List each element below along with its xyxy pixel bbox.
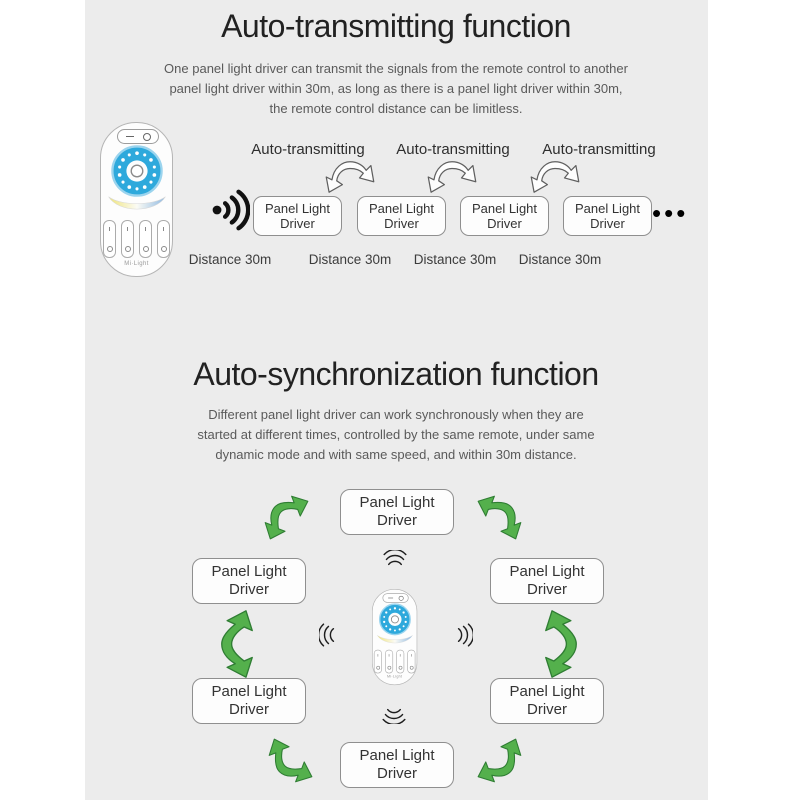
sync-description-line: dynamic mode and with same speed, and within 30m distance. bbox=[215, 447, 577, 462]
panel-light-driver-box: Panel Light Driver bbox=[563, 196, 652, 236]
power-off-icon bbox=[126, 136, 134, 138]
remote-control bbox=[100, 122, 173, 277]
distance-label: Distance 30m bbox=[188, 252, 272, 267]
bounce-arrow-icon bbox=[321, 158, 379, 196]
panel-light-driver-box-lower-right: Panel Light Driver bbox=[490, 678, 604, 724]
transmit-label: Auto-transmitting bbox=[542, 141, 656, 158]
distance-label: Distance 30m bbox=[413, 252, 497, 267]
power-buttons bbox=[117, 129, 159, 144]
panel-light-driver-box: Panel Light Driver bbox=[460, 196, 549, 236]
distance-label: Distance 30m bbox=[518, 252, 602, 267]
remote-control-center bbox=[372, 589, 418, 686]
zone-button bbox=[385, 650, 393, 674]
sync-title: Auto-synchronization function bbox=[193, 356, 599, 392]
power-on-icon bbox=[143, 133, 151, 141]
brand-label: Mi·Light bbox=[387, 675, 403, 679]
transmit-description bbox=[164, 59, 628, 119]
transmit-description-line: the remote control distance can be limitless. bbox=[269, 101, 523, 116]
power-buttons bbox=[382, 593, 408, 602]
sync-description bbox=[197, 405, 594, 465]
panel-light-driver-box-upper-left: Panel Light Driver bbox=[192, 558, 306, 604]
zone-button bbox=[157, 220, 170, 258]
radio-wave-left-icon bbox=[319, 623, 337, 647]
power-off-icon bbox=[388, 597, 393, 598]
color-temp-slider bbox=[105, 194, 169, 216]
radio-wave-right-icon bbox=[455, 623, 473, 647]
bounce-arrow-icon bbox=[526, 158, 584, 196]
transmit-description-line: One panel light driver can transmit the signals from the remote control to another bbox=[164, 61, 628, 76]
transmit-description-line: panel light driver within 30m, as long as there is a panel light driver within 30m, bbox=[169, 81, 623, 96]
radio-wave-top-icon bbox=[383, 550, 407, 568]
zone-button bbox=[374, 650, 382, 674]
zone-button bbox=[407, 650, 415, 674]
radio-wave-bottom-icon bbox=[382, 706, 406, 724]
zone-button bbox=[139, 220, 152, 258]
sync-arrow-icon bbox=[213, 609, 261, 679]
distance-label: Distance 30m bbox=[308, 252, 392, 267]
zone-buttons bbox=[100, 220, 173, 258]
ellipsis-icon: ••• bbox=[652, 198, 689, 228]
bounce-arrow-icon bbox=[423, 158, 481, 196]
brand-label: Mi·Light bbox=[124, 261, 149, 267]
panel-light-driver-box-bottom: Panel Light Driver bbox=[340, 742, 454, 788]
panel-light-driver-box: Panel Light Driver bbox=[253, 196, 342, 236]
panel-light-driver-box-top: Panel Light Driver bbox=[340, 489, 454, 535]
panel-light-driver-box-upper-right: Panel Light Driver bbox=[490, 558, 604, 604]
zone-button bbox=[103, 220, 116, 258]
color-wheel-dial bbox=[110, 144, 164, 198]
signal-waves-icon bbox=[208, 187, 250, 233]
sync-description-line: Different panel light driver can work synchronously when they are bbox=[208, 407, 584, 422]
power-on-icon bbox=[398, 596, 403, 601]
color-temp-slider bbox=[375, 634, 415, 648]
zone-buttons bbox=[372, 650, 417, 674]
transmit-label: Auto-transmitting bbox=[396, 141, 510, 158]
panel-light-driver-box: Panel Light Driver bbox=[357, 196, 446, 236]
color-wheel-dial bbox=[378, 603, 411, 636]
sync-description-line: started at different times, controlled by the same remote, under same bbox=[197, 427, 595, 442]
transmit-label: Auto-transmitting bbox=[251, 141, 365, 158]
sync-arrow-icon bbox=[537, 609, 585, 679]
transmit-title: Auto-transmitting function bbox=[221, 8, 571, 44]
panel-light-driver-box-lower-left: Panel Light Driver bbox=[192, 678, 306, 724]
zone-button bbox=[121, 220, 134, 258]
zone-button bbox=[396, 650, 404, 674]
